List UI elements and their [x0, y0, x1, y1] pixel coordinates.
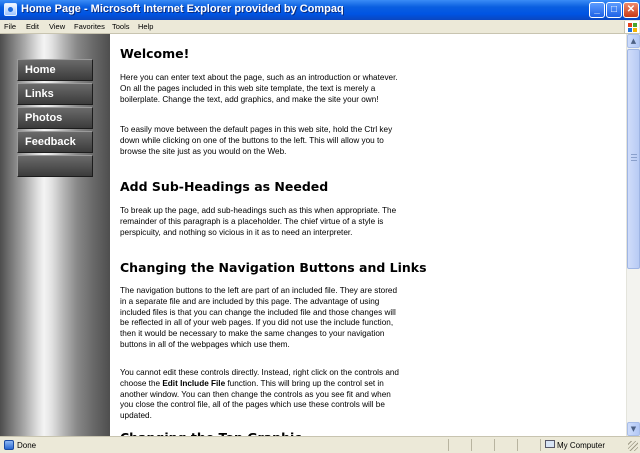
- menu-help[interactable]: Help: [138, 22, 154, 31]
- status-bar: [0, 436, 640, 453]
- window-titlebar[interactable]: [0, 0, 640, 20]
- security-zone-label: My Computer: [557, 441, 606, 450]
- menu-view[interactable]: View: [49, 22, 66, 31]
- menu-tools[interactable]: Tools: [112, 22, 130, 31]
- close-button[interactable]: ✕: [623, 2, 639, 18]
- minimize-button[interactable]: _: [589, 2, 605, 18]
- nav-home-button[interactable]: Home: [17, 59, 93, 81]
- windows-logo-icon: [624, 21, 639, 33]
- menu-file[interactable]: File: [4, 22, 17, 31]
- status-text: Done: [17, 441, 37, 450]
- status-divider: [540, 439, 541, 451]
- status-divider: [448, 439, 449, 451]
- resize-grip-icon[interactable]: [628, 441, 638, 451]
- intro-paragraph: Here you can enter text about the page, such as an introduction or whatever. On all the pages included in this web site template, the text is merely a boilerplate. Change the text, add graphics, and make the site your own!: [120, 73, 398, 104]
- nav-links-button[interactable]: Links: [17, 83, 93, 105]
- nav-photos-button[interactable]: Photos: [17, 107, 93, 129]
- edit-controls-text-before: You cannot edit these controls directly. Instead, right click on the controls and choose the: [120, 368, 399, 388]
- ie-icon: [4, 3, 17, 16]
- nav-buttons-heading: Changing the Navigation Buttons and Links: [120, 260, 427, 275]
- computer-icon: [545, 440, 555, 448]
- navigation-tip-paragraph: To easily move between the default pages in this web site, hold the Ctrl key down while clicking on one of the buttons to the left. This will allow you to browse the site just as you would on the Web.: [120, 125, 393, 156]
- include-file-paragraph: The navigation buttons to the left are part of an included file. They are stored in a separate file and are included by this page. The advantage of using included files is that you can change the included file and those changes will be reflected in all of your web pages. If you did not use the include function, then it would be necessary to make the same changes to your navigation buttons in all of the webpages which use them.: [120, 286, 398, 349]
- page-viewport[interactable]: [0, 34, 626, 436]
- edit-include-file-label: Edit Include File: [162, 378, 226, 388]
- status-divider: [471, 439, 472, 451]
- status-divider: [517, 439, 518, 451]
- maximize-button[interactable]: □: [606, 2, 622, 18]
- nav-empty-button: [17, 155, 93, 177]
- nav-feedback-button[interactable]: Feedback: [17, 131, 93, 153]
- subheadings-heading: Add Sub-Headings as Needed: [120, 179, 329, 194]
- menu-bar: [0, 20, 640, 34]
- menu-favorites[interactable]: Favorites: [74, 22, 105, 31]
- scroll-up-button[interactable]: ▲: [627, 34, 640, 48]
- scroll-thumb[interactable]: [627, 49, 640, 269]
- subheadings-paragraph: To break up the page, add sub-headings such as this when appropriate. The remainder of this paragraph is a placeholder. The chief virtue of a style is perspicuity, and nothing so vicious in it as to need an interpreter.: [120, 206, 397, 237]
- welcome-heading: Welcome!: [120, 46, 190, 61]
- status-divider: [494, 439, 495, 451]
- page-done-icon: [4, 440, 14, 450]
- nav-buttons: [17, 59, 93, 179]
- sidebar: [0, 34, 110, 436]
- window-title: Home Page - Microsoft Internet Explorer provided by Compaq: [21, 3, 344, 15]
- menu-edit[interactable]: Edit: [26, 22, 39, 31]
- edit-controls-paragraph: [120, 368, 402, 422]
- edit-controls-text-after: function. This will bring up the control set in another window. You can then change the controls as you see fit and when you close the control file, all of the pages which use these controls will be updated.: [120, 378, 391, 421]
- vertical-scrollbar[interactable]: [626, 34, 640, 436]
- scroll-down-button[interactable]: ▼: [627, 422, 640, 436]
